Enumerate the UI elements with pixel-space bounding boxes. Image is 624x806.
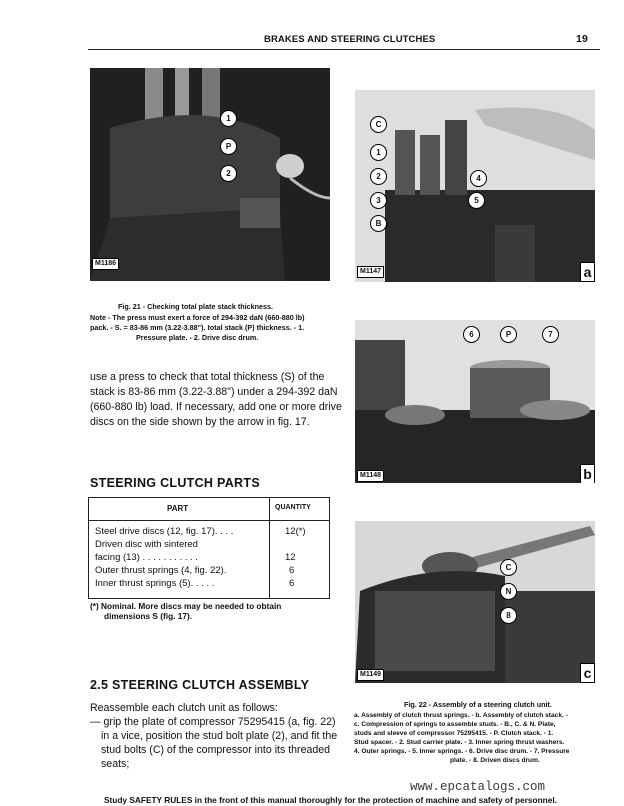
- table-row-part: facing (13) . . . . . . . . . . .: [95, 552, 198, 563]
- fig-21-caption-line: Pressure plate. - 2. Drive disc drum.: [136, 333, 259, 342]
- callout-fig-a-2: 2: [370, 168, 387, 185]
- fig-22-caption-line: 4. Outer springs. - 5. Inner springs. - 6. Drive disc drum. - 7. Pressure: [354, 748, 570, 755]
- compressor-illustration: [355, 521, 595, 683]
- fig-c-letter: c: [580, 663, 595, 683]
- fig-b-letter: b: [580, 464, 595, 483]
- fig-c-photo: [355, 521, 595, 683]
- fig-b-code: M1148: [357, 470, 384, 482]
- drum-illustration: [355, 320, 595, 483]
- parts-heading: STEERING CLUTCH PARTS: [90, 476, 260, 490]
- fig-22-caption-line: c. Compression of springs to assemble studs. - B., C. & N. Plate,: [354, 721, 556, 728]
- callout-fig-b-p: P: [500, 326, 517, 343]
- col-header-quantity: QUANTITY: [275, 504, 311, 511]
- fig-21-caption-line: pack. - S. = 83-86 mm (3.22-3.88"). total stack (P) thickness. - 1.: [90, 323, 305, 332]
- callout-fig-a-5: 5: [468, 192, 485, 209]
- table-row-qty: 12: [285, 552, 296, 563]
- parts-table: [88, 497, 330, 599]
- col-header-part: PART: [167, 504, 189, 513]
- table-row-part: Steel drive discs (12, fig. 17). . . .: [95, 526, 234, 537]
- fig-22-caption-line: plate. - 8. Driven discs drum.: [450, 757, 540, 764]
- fig-c-code: M1149: [357, 669, 384, 681]
- running-header: BRAKES AND STEERING CLUTCHES: [264, 34, 436, 45]
- page-number: 19: [576, 33, 588, 45]
- press-illustration: [90, 68, 330, 281]
- fig-22-caption-line: Stud spacer. - 2. Stud carrier plate. - 3. Inner spring thrust washers.: [354, 739, 565, 746]
- footer-safety-note: Study SAFETY RULES in the front of this manual thoroughly for the protection of machine and safety of personnel.: [104, 795, 557, 805]
- table-row-part: Inner thrust springs (5). . . . .: [95, 578, 215, 589]
- body-line: discs on the side shown by the arrow in fig. 17.: [90, 416, 310, 428]
- fig-a-photo: [355, 90, 595, 282]
- assembly-heading: 2.5 STEERING CLUTCH ASSEMBLY: [90, 678, 310, 692]
- fig-21-code: M1186: [92, 258, 119, 270]
- fig-22-caption-title: Fig. 22 - Assembly of a steering clutch unit.: [404, 700, 552, 709]
- callout-fig21-1: 1: [220, 110, 237, 127]
- table-row-qty: 12(*): [285, 526, 306, 537]
- fig-a-code: M1147: [357, 266, 384, 278]
- header-rule: [88, 49, 600, 50]
- table-row-part: Outer thrust springs (4, fig. 22).: [95, 565, 227, 576]
- callout-fig-a-c: C: [370, 116, 387, 133]
- assembly-step-line: stud bolts (C) of the compressor into its threaded: [101, 744, 331, 756]
- callout-fig-b-7: 7: [542, 326, 559, 343]
- table-row-part: Driven disc with sintered: [95, 539, 198, 550]
- callout-fig21-2: 2: [220, 165, 237, 182]
- fig-21-caption-title: Fig. 21 - Checking total plate stack thickness.: [118, 302, 273, 311]
- fig-22-caption-line: a. Assembly of clutch thrust springs. - b. Assembly of clutch stack. -: [354, 712, 568, 719]
- parts-table-divider: [269, 498, 270, 598]
- table-row-qty: 6: [289, 578, 295, 589]
- callout-fig-b-6: 6: [463, 326, 480, 343]
- callout-fig-c-n: N: [500, 583, 517, 600]
- table-row-qty: 6: [289, 565, 295, 576]
- fig-b-photo: [355, 320, 595, 483]
- fig-21-caption-line: Note - The press must exert a force of 294-392 daN (660-880 lb): [90, 313, 305, 322]
- assembly-step-line: in a vice, position the stud bolt plate (2), and fit the: [101, 730, 338, 742]
- callout-fig-a-4: 4: [470, 170, 487, 187]
- body-line: use a press to check that total thickness (S) of the: [90, 371, 325, 383]
- fig-21-photo: [90, 68, 330, 281]
- assembly-intro: Reassemble each clutch unit as follows:: [90, 702, 278, 714]
- watermark-url: www.epcatalogs.com: [410, 780, 546, 794]
- callout-fig-a-3: 3: [370, 192, 387, 209]
- callout-fig-a-b: B: [370, 215, 387, 232]
- fig-22-caption-line: studs and sleeve of compressor 75295415. - P. Clutch stack. - 1.: [354, 730, 554, 737]
- assembly-step-line: seats;: [101, 758, 130, 770]
- fig-a-letter: a: [580, 262, 595, 282]
- parts-note-line: dimensions S (fig. 17).: [104, 611, 193, 621]
- callout-fig21-p: P: [220, 138, 237, 155]
- body-line: stack is 83-86 mm (3.22-3.88") under a 294-392 daN: [90, 386, 338, 398]
- callout-fig-c-c: C: [500, 559, 517, 576]
- callout-fig-a-1: 1: [370, 144, 387, 161]
- body-line: (660-880 lb) load. If necessary, add one or more drive: [90, 401, 342, 413]
- assembly-step-line: — grip the plate of compressor 75295415 (a, fig. 22): [90, 716, 336, 728]
- parts-note-line: (*) Nominal. More discs may be needed to obtain: [90, 601, 282, 611]
- callout-fig-c-8: 8: [500, 607, 517, 624]
